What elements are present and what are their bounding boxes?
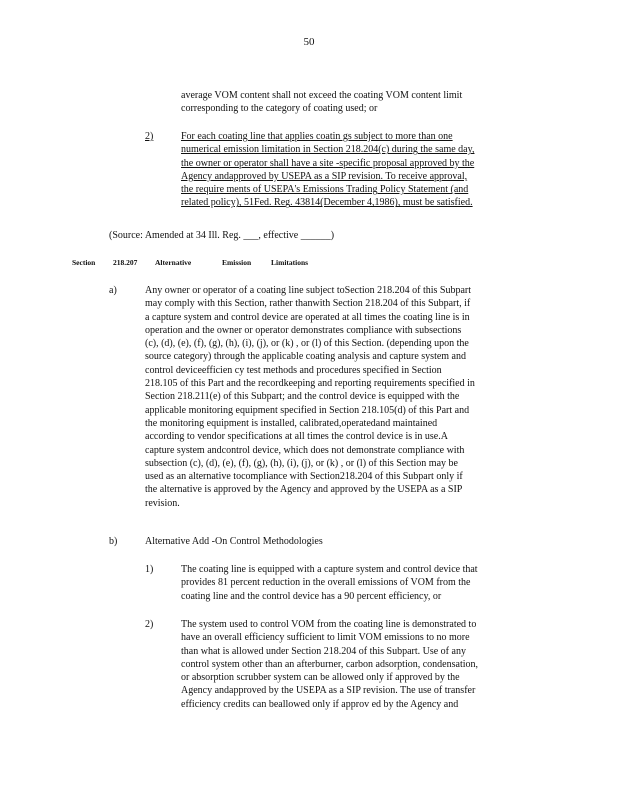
page-number: 50 (303, 36, 315, 48)
text-line: have an overall efficiency sufficient to limit VOM emissions to no more (181, 632, 470, 644)
text-line: according to vendor specifications at all times the control device is in use.A (145, 431, 448, 443)
text-line: Section 218.211(e) of this Subpart; and the control device is equipped with the (145, 391, 460, 403)
item-a-label: a) (109, 285, 117, 296)
text-line: Agency andapproved by the USEPA as a SIP revision. The use of transfer (181, 685, 476, 697)
text-line: subsection (c), (d), (e), (f), (g), (h), (i), (j), or (k) , or (l) of this Section may be (145, 457, 458, 469)
text-line: (c), (d), (e), (f), (g), (h), (i), (j), or (k) , or (l) of this Section. (depending upon the (145, 338, 469, 350)
text-line: the monitoring equipment is installed, calibrated,operatedand maintained (145, 417, 438, 429)
text-line: source category) through the applicable coating analysis and capture system and (145, 351, 466, 363)
text-line: may comply with this Section, rather thanwith Section 218.204 of this Subpart, if (145, 298, 471, 310)
section-title-word: Emission (222, 258, 252, 267)
item-b2-paragraph (181, 618, 536, 711)
item-2-paragraph (181, 130, 531, 210)
intro-paragraph (181, 89, 531, 116)
text-line: revision. (145, 497, 180, 509)
item-b1-number: 1) (145, 564, 154, 575)
section-title-word: Alternative (155, 258, 192, 267)
text-line: Any owner or operator of a coating line subject toSection 218.204 of this Subpart (145, 285, 472, 296)
source-note: (Source: Amended at 34 Ill. Reg. ___, effective ______) (109, 230, 335, 241)
text-line: or absorption scrubber system can be allowed only if approved by the (181, 672, 460, 684)
text-line: efficiency credits can beallowed only if approv ed by the Agency and (181, 698, 459, 710)
text-line: capture system andcontrol device, which does not demonstrate compliance with (145, 444, 465, 456)
section-label: Section (72, 258, 96, 267)
item-b2-number: 2) (145, 619, 154, 630)
text-line: control system other than an afterburner, carbon adsorption, condensation, (181, 658, 479, 670)
text-line: used as an alternative tocompliance with Section218.204 of this Subpart only if (145, 471, 463, 483)
item-b-label: b) (109, 536, 118, 547)
section-number: 218.207 (113, 258, 138, 267)
text-line: corresponding to the category of coating used; or (181, 103, 378, 115)
text-line: The system used to control VOM from the coating line is demonstrated to (181, 619, 477, 630)
text-line: provides 81 percent reduction in the overall emissions of VOM from the (181, 577, 471, 589)
item-2-number: 2) (145, 131, 154, 142)
text-line: 218.105 of this Part and the recordkeeping and reporting requirements specified in (145, 378, 475, 390)
text-line: than what is allowed under Section 218.204 of this Subpart. Use of any (181, 645, 466, 657)
text-line: control deviceefficien cy test methods and procedures specified in Section (145, 364, 442, 376)
text-line: operation and the owner or operator demonstrates compliance with subsections (145, 324, 462, 336)
text-line: numerical emission limitation in Section 218.204(c) during the same day, (181, 144, 475, 156)
item-b1-paragraph (181, 563, 536, 603)
item-a-paragraph (145, 284, 545, 510)
text-line: The coating line is equipped with a capture system and control device that (181, 564, 478, 575)
text-line: applicable monitoring equipment specified in Section 218.105(d) of this Part and (145, 404, 470, 416)
text-line: related policy), 51Fed. Reg. 43814(December 4,1986), must be satisfied. (181, 197, 473, 209)
section-title-word: Limitations (271, 258, 309, 267)
text-line: the require ments of USEPA's Emissions Trading Policy Statement (and (181, 184, 469, 196)
text-line: Agency andapproved by USEPA as a SIP revision. To receive approval, (181, 170, 468, 182)
text-line: the alternative is approved by the Agency and approved by the USEPA as a SIP (145, 484, 463, 496)
text-line: average VOM content shall not exceed the coating VOM content limit (181, 90, 463, 101)
text-line: a capture system and control device are operated at all times the coating line is in (145, 311, 470, 323)
item-b-title: Alternative Add -On Control Methodologies (145, 536, 323, 547)
text-line: the owner or operator shall have a site -specific proposal approved by the (181, 157, 475, 169)
text-line: coating line and the control device has a 90 percent efficiency, or (181, 590, 442, 602)
text-line: For each coating line that applies coatin gs subject to more than one (181, 131, 453, 142)
